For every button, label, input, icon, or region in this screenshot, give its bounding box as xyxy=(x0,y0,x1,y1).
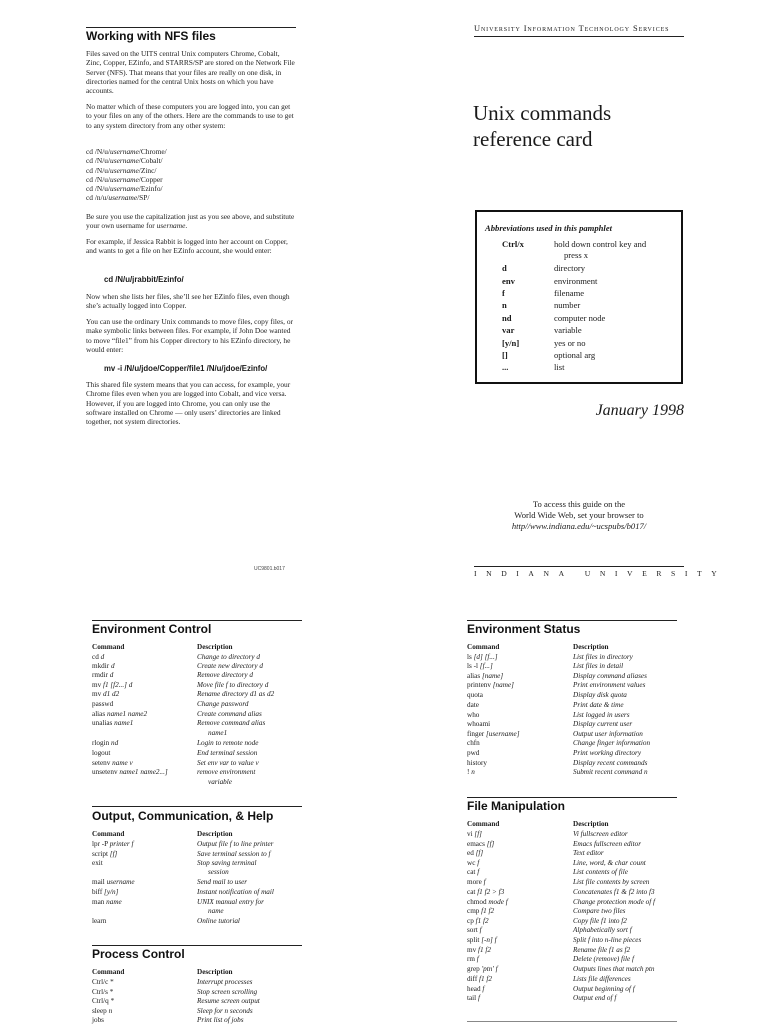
table-row: mv f1 f2 xyxy=(467,946,491,954)
nfs-top-rule xyxy=(86,27,296,28)
table-row: pwd xyxy=(467,749,480,757)
row-description: List files in detail xyxy=(573,662,624,670)
row-description: Copy file f1 into f2 xyxy=(573,917,627,925)
table-row: Ctrl/s * xyxy=(92,988,114,996)
table-row: exit xyxy=(92,859,103,867)
nfs-path-line: cd /N/u/username/Zinc/ xyxy=(86,165,157,175)
row-description: List files in directory xyxy=(573,653,633,661)
table-row: cd d xyxy=(92,653,105,661)
table-row: whoami xyxy=(467,720,491,728)
row-description: Sleep for n seconds xyxy=(197,1007,253,1015)
abbr-value: list xyxy=(554,362,565,372)
nfs-paragraph-4: For example, if Jessica Rabbit is logged into her account on Copper, and wants to get a file on her EZinfo account, she would enter: xyxy=(86,237,288,256)
web-access-line-2: World Wide Web, set your browser to xyxy=(514,510,644,520)
table-row: grep 'ptn' f xyxy=(467,965,498,973)
table-row: biff [y/n] xyxy=(92,888,119,896)
nfs-paragraph-2: No matter which of these computers you are logged into, you can get to your files on any of the others. Here are the commands to use to get to any system directory from any other system: xyxy=(86,102,294,130)
row-description: Display recent commands xyxy=(573,759,648,767)
table-row: quota xyxy=(467,691,483,699)
env-control-col-description: Description xyxy=(197,643,233,651)
nfs-path-line: cd /N/u/username/Copper xyxy=(86,174,163,184)
abbr-row: n xyxy=(502,300,507,310)
row-description: Print list of jobs xyxy=(197,1016,244,1024)
table-row: alias [name] xyxy=(467,672,504,680)
row-description: Alphabetically sort f xyxy=(573,926,632,934)
file-manip-rule xyxy=(467,797,677,798)
row-description: List contents of file xyxy=(573,868,628,876)
row-description: Create command alias xyxy=(197,710,262,718)
row-description: Stop saving terminal xyxy=(197,859,257,867)
output-heading: Output, Communication, & Help xyxy=(92,809,274,823)
row-description: Output user information xyxy=(573,730,643,738)
org-name: University Information Technology Services xyxy=(474,24,670,33)
file-manip-col-command: Command xyxy=(467,820,500,828)
nfs-path-line: cd /N/u/username/Cobalt/ xyxy=(86,156,163,166)
row-description: Output end of f xyxy=(573,994,617,1002)
table-row: man name xyxy=(92,898,122,906)
abbr-row: env xyxy=(502,276,515,286)
nfs-path-list xyxy=(86,147,296,203)
table-row: learn xyxy=(92,917,107,925)
cover-title xyxy=(473,100,611,152)
abbr-value: optional arg xyxy=(554,350,596,360)
table-row: date xyxy=(467,701,479,709)
env-control-col-command: Command xyxy=(92,643,125,651)
table-row: script [f] xyxy=(92,850,118,858)
abbr-value: environment xyxy=(554,276,598,286)
cover-title-line-1: Unix commands xyxy=(473,101,612,125)
row-description: List file contents by screen xyxy=(573,878,650,886)
row-description: Line, word, & char count xyxy=(573,859,646,867)
table-row: sleep n xyxy=(92,1007,113,1015)
row-description: Stop screen scrolling xyxy=(197,988,258,996)
web-access-note xyxy=(474,499,684,532)
table-row: mv d1 d2 xyxy=(92,690,120,698)
abbr-value: computer node xyxy=(554,313,606,323)
row-description: Change to directory d xyxy=(197,653,261,661)
row-description: Display disk quota xyxy=(573,691,627,699)
row-description: Set env var to value v xyxy=(197,759,259,767)
iu-rule xyxy=(474,566,684,567)
abbr-value: number xyxy=(554,300,581,310)
table-row: rmdir d xyxy=(92,671,114,679)
abbr-value: hold down control key and xyxy=(554,239,647,249)
table-row: Ctrl/q * xyxy=(92,997,115,1005)
table-row: head f xyxy=(467,985,485,993)
env-status-col-command: Command xyxy=(467,643,500,651)
row-description: Remove command alias xyxy=(197,719,266,727)
table-row: cat f xyxy=(467,868,480,876)
row-description: Online tutorial xyxy=(197,917,240,925)
file-manip-heading: File Manipulation xyxy=(467,799,565,813)
row-description: Submit recent command n xyxy=(573,768,648,776)
nfs-path-line: cd /n/u/username/SP/ xyxy=(86,193,150,203)
abbr-value: filename xyxy=(554,288,585,298)
row-description: Move file f to directory d xyxy=(197,681,269,689)
table-row: ! n xyxy=(467,768,475,776)
row-description: Split f into n-line pieces xyxy=(573,936,642,944)
table-row: tail f xyxy=(467,994,480,1002)
row-description: Vi fullscreen editor xyxy=(573,830,628,838)
row-description: Instant notification of mail xyxy=(197,888,274,896)
table-row: printenv [name] xyxy=(467,681,514,689)
table-row: diff f1 f2 xyxy=(467,975,493,983)
row-description: Create new directory d xyxy=(197,662,263,670)
cover-title-line-2: reference card xyxy=(473,127,593,151)
row-description: Save terminal session to f xyxy=(197,850,271,858)
row-description: UNIX manual entry for xyxy=(197,898,264,906)
table-row: cat f1 f2 > f3 xyxy=(467,888,505,896)
table-row: rlogin nd xyxy=(92,739,119,747)
row-description: Rename directory d1 as d2 xyxy=(197,690,275,698)
row-description-cont: name xyxy=(208,907,224,915)
abbr-row: Ctrl/x xyxy=(502,239,524,249)
row-description: Print date & time xyxy=(573,701,624,709)
nfs-paragraph-3: Be sure you use the capitalization just as you see above, and substitute your own username for username. xyxy=(86,212,295,231)
table-row: ed [f] xyxy=(467,849,484,857)
table-row: ls [d] [f...] xyxy=(467,653,498,661)
process-heading: Process Control xyxy=(92,947,185,961)
web-url[interactable]: http//www.indiana.edu/~ucspubs/b017/ xyxy=(511,521,647,531)
row-description: Change protection mode of f xyxy=(573,898,655,906)
table-row: setenv name v xyxy=(92,759,133,767)
table-row: finger [username] xyxy=(467,730,520,738)
nfs-paragraph-1: Files saved on the UITS central Unix computers Chrome, Cobalt, Zinc, Copper, EZinfo, and STARRS/SP are stored on the Network File Server (NFS). That means that your files are really on one disk, in directories named for the central Unix hosts on which you have accounts. xyxy=(86,49,295,96)
row-description: Output file f to line printer xyxy=(197,840,274,848)
process-col-command: Command xyxy=(92,968,125,976)
row-description: Login to remote node xyxy=(197,739,259,747)
row-description: Rename file f1 as f2 xyxy=(573,946,631,954)
process-col-description: Description xyxy=(197,968,233,976)
org-rule xyxy=(474,36,684,37)
env-status-heading: Environment Status xyxy=(467,622,581,636)
row-description: Print environment values xyxy=(573,681,646,689)
table-row: rm f xyxy=(467,955,479,963)
nfs-paragraph-7: This shared file system means that you can access, for example, your Chrome files even when you are logged into Cobalt, and vice versa. However, if you are logged into Chrome, you can only use the software installed on Chrome — only users’ directories are linked together, not system directories. xyxy=(86,380,291,427)
nfs-example-command-2: mv -i /N/u/jdoe/Copper/file1 /N/u/jdoe/Ezinfo/ xyxy=(104,364,268,373)
table-row: sort f xyxy=(467,926,482,934)
abbreviations-title: Abbreviations used in this pamphlet xyxy=(485,223,613,233)
table-row: unalias name1 xyxy=(92,719,134,727)
row-description: Display current user xyxy=(573,720,633,728)
abbr-row: ... xyxy=(502,362,509,372)
table-row: vi [f] xyxy=(467,830,482,838)
abbr-row: f xyxy=(502,288,505,298)
env-control-rule xyxy=(92,620,302,621)
row-description: Delete (remove) file f xyxy=(573,955,634,963)
abbreviations-box xyxy=(475,210,683,384)
abbr-row: d xyxy=(502,263,507,273)
abbr-value-cont: press x xyxy=(564,250,589,260)
publication-date: January 1998 xyxy=(595,402,684,419)
row-description: Remove directory d xyxy=(197,671,254,679)
row-description: Resume screen output xyxy=(197,997,260,1005)
table-row: more f xyxy=(467,878,486,886)
process-rule xyxy=(92,945,302,946)
table-row: lpr -P printer f xyxy=(92,840,134,848)
row-description: End terminal session xyxy=(197,749,258,757)
row-description: remove environment xyxy=(197,768,256,776)
row-description: Compare two files xyxy=(573,907,626,915)
env-status-rule xyxy=(467,620,677,621)
table-row: chfn xyxy=(467,739,480,747)
table-row: history xyxy=(467,759,487,767)
row-description: Lists file differences xyxy=(573,975,631,983)
table-row: who xyxy=(467,711,480,719)
table-row: passwd xyxy=(92,700,114,708)
output-col-description: Description xyxy=(197,830,233,838)
table-row: mkdir d xyxy=(92,662,115,670)
table-row: logout xyxy=(92,749,111,757)
table-row: split [-n] f xyxy=(467,936,497,944)
nfs-heading: Working with NFS files xyxy=(86,29,216,43)
env-status-col-description: Description xyxy=(573,643,609,651)
abbr-row: var xyxy=(502,325,515,335)
table-row: Ctrl/c * xyxy=(92,978,114,986)
row-description-cont: name1 xyxy=(208,729,228,737)
row-description: Emacs fullscreen editor xyxy=(573,840,642,848)
abbr-value: directory xyxy=(554,263,586,273)
table-row: wc f xyxy=(467,859,480,867)
iu-name: INDIANA UNIVERSITY xyxy=(474,569,727,578)
row-description: List logged in users xyxy=(573,711,630,719)
abbr-row: [] xyxy=(502,350,508,360)
row-description: Output beginning of f xyxy=(573,985,635,993)
table-row: emacs [f] xyxy=(467,840,495,848)
row-description-cont: session xyxy=(208,868,229,876)
env-control-heading: Environment Control xyxy=(92,622,212,636)
output-col-command: Command xyxy=(92,830,125,838)
row-description: Change password xyxy=(197,700,249,708)
output-rule xyxy=(92,806,302,807)
row-description: Outputs lines that match ptn xyxy=(573,965,655,973)
abbr-row: [y/n] xyxy=(502,338,520,348)
table-row: ls -l [f...] xyxy=(467,662,493,670)
row-description: Concatenates f1 & f2 into f3 xyxy=(573,888,655,896)
nfs-path-line: cd /N/u/username/Chrome/ xyxy=(86,147,167,156)
table-row: cmp f1 f2 xyxy=(467,907,495,915)
table-row: chmod mode f xyxy=(467,898,508,906)
file-manip-col-description: Description xyxy=(573,820,609,828)
table-row: mv f1 [f2...] d xyxy=(92,681,133,689)
abbr-row: nd xyxy=(502,313,512,323)
abbr-value: variable xyxy=(554,325,582,335)
table-row: mail username xyxy=(92,878,135,886)
row-description: Send mail to user xyxy=(197,878,248,886)
table-row: alias name1 name2 xyxy=(92,710,148,718)
table-row: unsetenv name1 name2...] xyxy=(92,768,168,776)
row-description-cont: variable xyxy=(208,778,232,786)
web-access-line-1: To access this guide on the xyxy=(532,499,626,509)
table-row: cp f1 f2 xyxy=(467,917,489,925)
row-description: Interrupt processes xyxy=(197,978,253,986)
nfs-paragraph-5: Now when she lists her files, she’ll see her EZinfo files, even though she’s actually logged into Copper. xyxy=(86,292,290,311)
nfs-paragraph-6: You can use the ordinary Unix commands to move files, copy files, or make symbolic links between files. For example, if John Doe wanted to move “file1” from his Copper directory to his EZinfo directory, he would enter: xyxy=(86,317,293,354)
file-manip-bottom-rule xyxy=(467,1021,677,1022)
nfs-example-command-1: cd /N/u/jrabbit/Ezinfo/ xyxy=(104,275,184,284)
row-description: Text editor xyxy=(573,849,604,857)
publication-code: UC9801.b017 xyxy=(254,566,285,572)
row-description: Print working directory xyxy=(573,749,642,757)
nfs-path-line: cd /N/u/username/Ezinfo/ xyxy=(86,184,163,194)
row-description: Change finger information xyxy=(573,739,651,747)
row-description: Display command aliases xyxy=(573,672,647,680)
abbr-value: yes or no xyxy=(554,338,586,348)
table-row: jobs xyxy=(92,1016,104,1024)
